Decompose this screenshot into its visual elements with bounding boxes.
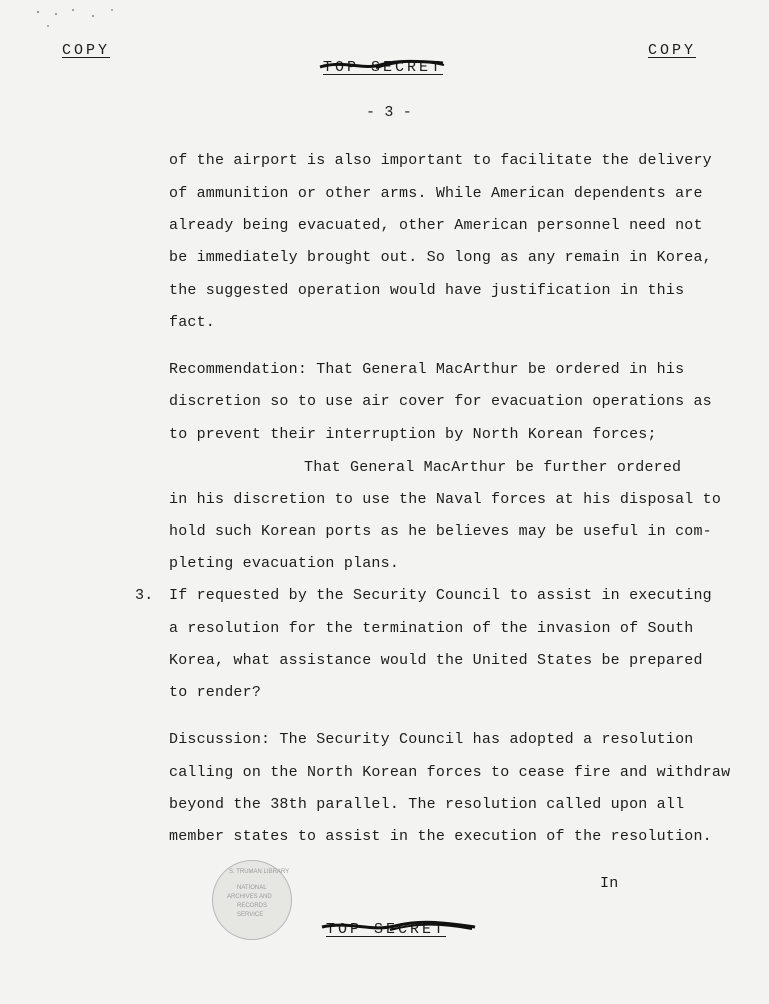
item-number: 3. — [135, 587, 154, 604]
stamp-text: RECORDS — [237, 903, 268, 909]
body-line: to render? — [169, 684, 262, 701]
catchword: In — [600, 875, 619, 892]
stamp-text: SERVICE — [237, 912, 264, 918]
stamp-text: NATIONAL — [237, 885, 267, 891]
body-line: Korea, what assistance would the United States be prepared — [169, 652, 703, 669]
copy-label-left: COPY — [62, 42, 111, 59]
paper-specks — [30, 4, 130, 34]
body-line: in his discretion to use the Naval forces at his disposal to — [169, 491, 722, 508]
body-line: pleting evacuation plans. — [169, 555, 400, 572]
copy-label-right: COPY — [648, 42, 697, 59]
body-line: hold such Korean ports as he believes may be useful in com- — [169, 523, 712, 540]
classification-bottom: TOP SECRET — [326, 921, 447, 938]
archive-stamp — [212, 860, 292, 940]
page-number: - 3 - — [366, 104, 413, 121]
stamp-text: ARCHIVES AND — [227, 894, 272, 900]
body-line: already being evacuated, other American personnel need not — [169, 217, 703, 234]
body-line: member states to assist in the execution of the resolution. — [169, 828, 712, 845]
discussion-line: Discussion: The Security Council has adopted a resolution — [169, 731, 694, 748]
classification-top: TOP SECRET — [323, 59, 444, 76]
recommendation-line: Recommendation: That General MacArthur be ordered in his — [169, 361, 685, 378]
body-line: be immediately brought out. So long as any remain in Korea, — [169, 249, 712, 266]
body-line: calling on the North Korean forces to cease fire and withdraw — [169, 764, 731, 781]
body-line: the suggested operation would have justification in this — [169, 282, 685, 299]
question-line: If requested by the Security Council to assist in executing — [169, 587, 712, 604]
body-line: of the airport is also important to facilitate the delivery — [169, 152, 712, 169]
body-line: discretion so to use air cover for evacuation operations as — [169, 393, 712, 410]
body-line: a resolution for the termination of the invasion of South — [169, 620, 694, 637]
body-line: of ammunition or other arms. While American dependents are — [169, 185, 703, 202]
redaction-scribble-top — [318, 53, 468, 75]
body-line: beyond the 38th parallel. The resolution called upon all — [169, 796, 685, 813]
body-line: to prevent their interruption by North Korean forces; — [169, 426, 657, 443]
body-line: fact. — [169, 314, 216, 331]
body-line: That General MacArthur be further ordered — [304, 459, 682, 476]
stamp-text: S. TRUMAN LIBRARY — [229, 869, 290, 875]
redaction-scribble-bottom — [320, 915, 480, 937]
